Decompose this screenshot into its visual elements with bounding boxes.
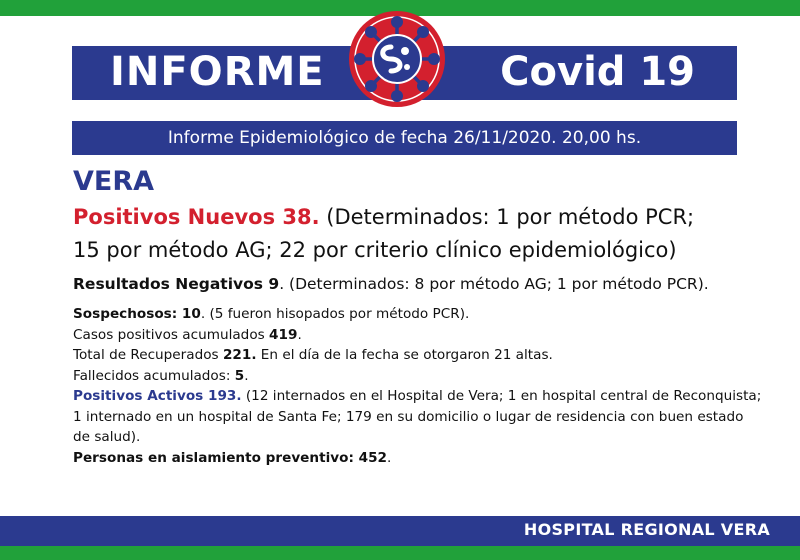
recovered-text: Total de Recuperados: [73, 347, 223, 363]
cumulative-line: [73, 325, 763, 346]
cumulative-end: .: [297, 326, 302, 343]
footer-hospital-name: HOSPITAL REGIONAL VERA: [523, 520, 770, 539]
deceased-line: [73, 366, 763, 387]
report-date-bar: Informe Epidemiológico de fecha 26/11/2020. 20,00 hs.: [72, 121, 737, 155]
negative-results-line: [73, 273, 773, 295]
isolation-label: Personas en aislamiento preventivo: 452: [73, 449, 387, 466]
suspects-line: [73, 304, 763, 325]
suspects-detail: . (5 fueron hisopados por método PCR).: [200, 306, 470, 322]
recovered-line: [73, 345, 763, 366]
deceased-value: 5: [234, 367, 245, 384]
new-positives-paragraph: [73, 201, 763, 267]
details-block: [73, 304, 763, 468]
negative-results-label: Resultados Negativos 9: [73, 275, 280, 293]
isolation-line: [73, 448, 763, 469]
city-title: VERA: [73, 166, 155, 197]
active-positives-line: [73, 386, 763, 448]
deceased-text: Fallecidos acumulados:: [73, 367, 235, 384]
isolation-end: .: [386, 449, 392, 466]
cumulative-value: 419: [269, 326, 298, 343]
bottom-green-stripe: [0, 546, 800, 560]
cumulative-text: Casos positivos acumulados: [73, 326, 270, 343]
virus-icon: [347, 9, 447, 109]
deceased-end: .: [244, 367, 249, 384]
active-positives-label: Positivos Activos 193.: [73, 388, 242, 404]
suspects-label: Sospechosos: 10: [73, 306, 201, 322]
new-positives-label: Positivos Nuevos 38.: [73, 205, 320, 229]
new-positives-detail-2: 15 por método AG; 22 por criterio clínico epidemiológico): [73, 238, 677, 262]
recovered-end: En el día de la fecha se otorgaron 21 altas.: [256, 347, 553, 363]
header-title-left: INFORME: [110, 49, 325, 95]
new-positives-detail-1: (Determinados: 1 por método PCR;: [319, 205, 695, 229]
active-positives-detail: (12 internados en el Hospital de Vera; 1 en hospital central de Reconquista; 1 internado en un hospital de Santa Fe; 179 en su domicilio o lugar de residencia con buen estado de salud).: [73, 388, 762, 445]
negative-results-detail: . (Determinados: 8 por método AG; 1 por método PCR).: [279, 275, 709, 293]
recovered-value: 221.: [222, 347, 257, 363]
header-title-right: Covid 19: [500, 49, 695, 95]
